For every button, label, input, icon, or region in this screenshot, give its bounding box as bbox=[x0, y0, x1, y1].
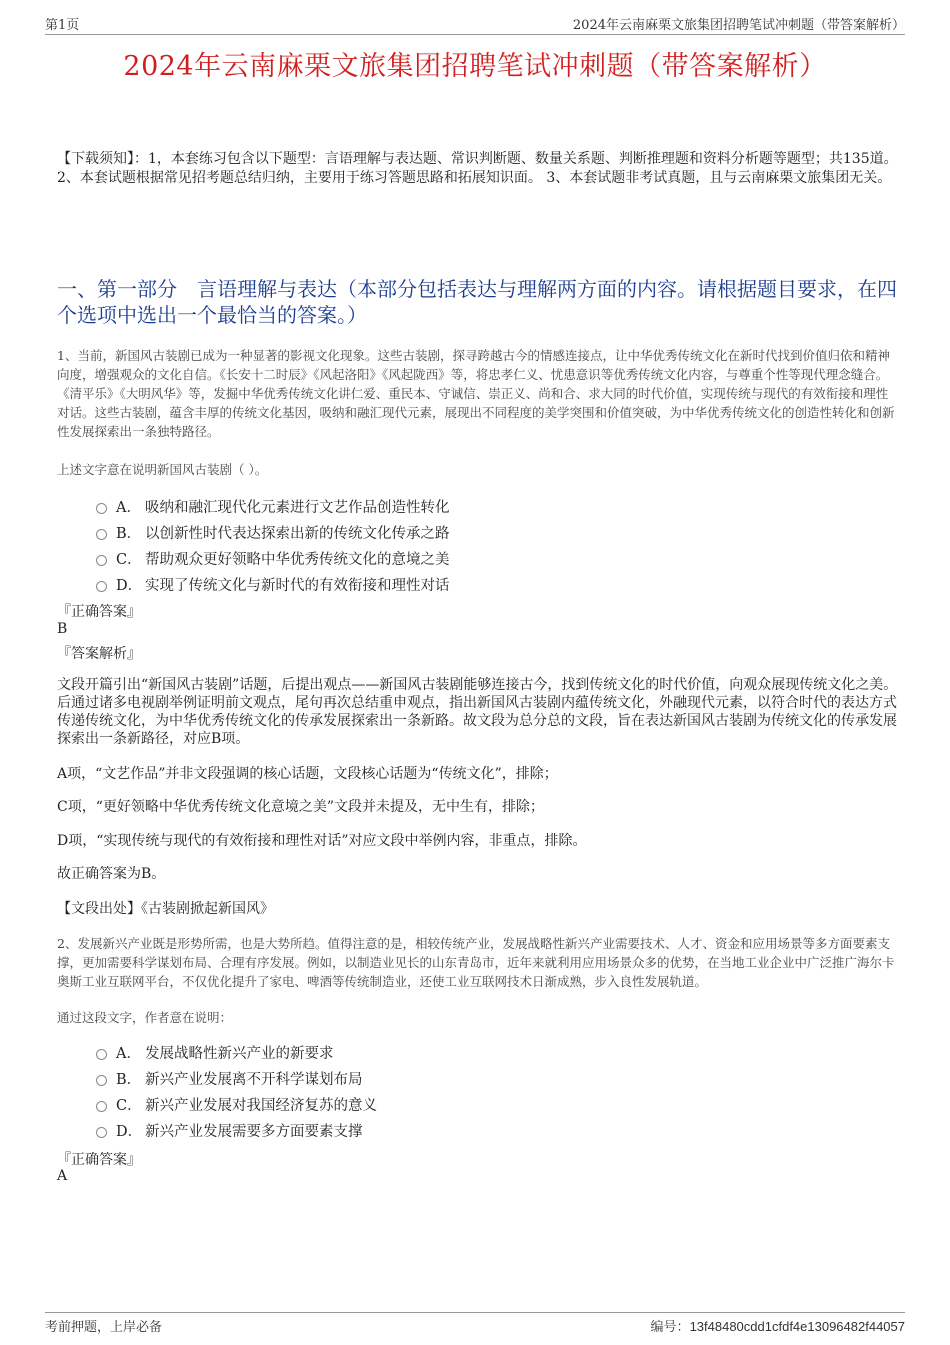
header-doc-title: 2024年云南麻栗文旅集团招聘笔试冲刺题（带答案解析） bbox=[572, 18, 905, 33]
radio-button-icon[interactable] bbox=[96, 1127, 107, 1138]
question-2-answer: A bbox=[57, 1168, 68, 1184]
analysis-option-a: A项，“文艺作品”并非文段强调的核心话题，文段核心话题为“传统文化”，排除； bbox=[57, 766, 558, 782]
question-1-options bbox=[96, 494, 876, 598]
option-d[interactable] bbox=[96, 1118, 876, 1144]
radio-button-icon[interactable] bbox=[96, 1101, 107, 1112]
option-a[interactable] bbox=[96, 494, 876, 520]
analysis-option-d: D项，“实现传统与现代的有效衔接和理性对话”对应文段中举例内容，非重点，排除。 bbox=[57, 833, 587, 849]
question-1-prompt: 上述文字意在说明新国风古装剧（ ）。 bbox=[57, 462, 268, 477]
question-1-answer: B bbox=[57, 621, 68, 637]
radio-button-icon[interactable] bbox=[96, 1049, 107, 1060]
section-title: 一、第一部分 言语理解与表达（本部分包括表达与理解两方面的内容。请根据题目要求，在四个选项中选出一个最恰当的答案。） bbox=[57, 277, 897, 327]
question-2-text: 2、发展新兴产业既是形势所需，也是大势所趋。值得注意的是，相较传统产业，发展战略性新兴产业需要技术、人才、资金和应用场景等多方面要素支撑，更加需要科学谋划布局、合理有序发展。例如，以制造业见长的山东青岛市，近年来就利用应用场景众多的优势，在当地工业企业中广泛推广海尔卡奥斯工业互联网平台，不仅优化提升了家电、啤酒等传统制造业，还使工业互联网技术日渐成熟，步入良性发展轨道。 bbox=[57, 936, 895, 989]
radio-button-icon[interactable] bbox=[96, 1075, 107, 1086]
page-number: 第1页 bbox=[45, 18, 80, 33]
question-2-options bbox=[96, 1040, 876, 1144]
radio-button-icon[interactable] bbox=[96, 555, 107, 566]
analysis-conclusion: 故正确答案为B。 bbox=[57, 866, 166, 882]
page-footer bbox=[45, 1312, 905, 1335]
question-1-analysis-label: 『答案解析』 bbox=[57, 646, 141, 662]
option-text: 实现了传统文化与新时代的有效衔接和理性对话 bbox=[145, 578, 450, 594]
question-1-text: 1、当前，新国风古装剧已成为一种显著的影视文化现象。这些古装剧，探寻跨越古今的情感连接点，让中华优秀传统文化在新时代找到价值归依和精神向度，增强观众的文化自信。《长安十二时辰》《风起洛阳》《风起陇西》等，将忠孝仁义、忧患意识等优秀传统文化内容，与尊重个性等现代理念缝合。《清平乐》《大明风华》等，发掘中华优秀传统文化讲仁爱、重民本、守诚信、崇正义、尚和合、求大同的时代价值，实现传统与现代的有效衔接和理性对话。这些古装剧，蕴含丰厚的传统文化基因，吸纳和融汇现代元素，展现出不同程度的美学突围和价值突破，为中华优秀传统文化的创造性转化和创新性发展探索出一条独特路径。 bbox=[57, 348, 895, 439]
option-text: 新兴产业发展需要多方面要素支撑 bbox=[145, 1124, 363, 1140]
option-letter: A． bbox=[116, 500, 141, 516]
question-2-prompt: 通过这段文字，作者意在说明： bbox=[57, 1010, 233, 1025]
option-letter: C． bbox=[116, 552, 142, 568]
footer-code-value: 13f48480cdd1cfdf4e13096482f44057 bbox=[689, 1319, 905, 1334]
question-2-answer-label: 『正确答案』 bbox=[57, 1152, 141, 1168]
option-d[interactable] bbox=[96, 572, 876, 598]
footer-slogan: 考前押题，上岸必备 bbox=[45, 1320, 163, 1335]
analysis-option-c: C项，“更好领略中华优秀传统文化意境之美”文段并未提及，无中生有，排除； bbox=[57, 799, 545, 815]
option-text: 吸纳和融汇现代化元素进行文艺作品创造性转化 bbox=[145, 500, 450, 516]
option-b[interactable] bbox=[96, 520, 876, 546]
question-1-source: 【文段出处】《古装剧掀起新国风》 bbox=[57, 901, 274, 917]
option-c[interactable] bbox=[96, 1092, 876, 1118]
option-letter: C． bbox=[116, 1098, 142, 1114]
question-1-answer-label: 『正确答案』 bbox=[57, 604, 141, 620]
option-b[interactable] bbox=[96, 1066, 876, 1092]
option-text: 新兴产业发展离不开科学谋划布局 bbox=[145, 1072, 363, 1088]
page-header bbox=[45, 12, 905, 35]
radio-button-icon[interactable] bbox=[96, 503, 107, 514]
option-c[interactable] bbox=[96, 546, 876, 572]
document-title: 2024年云南麻栗文旅集团招聘笔试冲刺题（带答案解析） bbox=[123, 51, 827, 82]
option-letter: D． bbox=[116, 1124, 143, 1140]
option-letter: B． bbox=[116, 1072, 142, 1088]
radio-button-icon[interactable] bbox=[96, 529, 107, 540]
option-text: 发展战略性新兴产业的新要求 bbox=[145, 1046, 334, 1062]
option-text: 新兴产业发展对我国经济复苏的意义 bbox=[145, 1098, 377, 1114]
footer-code bbox=[651, 1316, 905, 1335]
radio-button-icon[interactable] bbox=[96, 581, 107, 592]
option-text: 帮助观众更好领略中华优秀传统文化的意境之美 bbox=[145, 552, 450, 568]
download-notice: 【下载须知】：1，本套练习包含以下题型：言语理解与表达题、常识判断题、数量关系题、判断推理题和资料分析题等题型；共135道。 2、本套试题根据常见招考题总结归纳，主要用于练习答题思路和拓展知识面。 3、本套试题非考试真题，且与云南麻栗文旅集团无关。 bbox=[57, 151, 898, 186]
footer-code-label: 编号： bbox=[650, 1320, 690, 1335]
analysis-paragraph: 文段开篇引出“新国风古装剧”话题，后提出观点——新国风古装剧能够连接古今，找到传统文化的时代价值，向观众展现传统文化之美。后通过诸多电视剧举例证明前文观点，尾句再次总结重申观点，指出新国风古装剧内蕴传统文化，外融现代元素，以符合时代的表达方式传递传统文化，为中华优秀传统文化的传承发展探索出一条新路。故文段为总分总的文段，旨在表达新国风古装剧为传统文化的传承发展探索出一条新路径，对应B项。 bbox=[57, 677, 898, 747]
option-letter: B． bbox=[116, 526, 142, 542]
option-letter: D． bbox=[116, 578, 143, 594]
option-text: 以创新性时代表达探索出新的传统文化传承之路 bbox=[145, 526, 450, 542]
option-a[interactable] bbox=[96, 1040, 876, 1066]
option-letter: A． bbox=[116, 1046, 141, 1062]
